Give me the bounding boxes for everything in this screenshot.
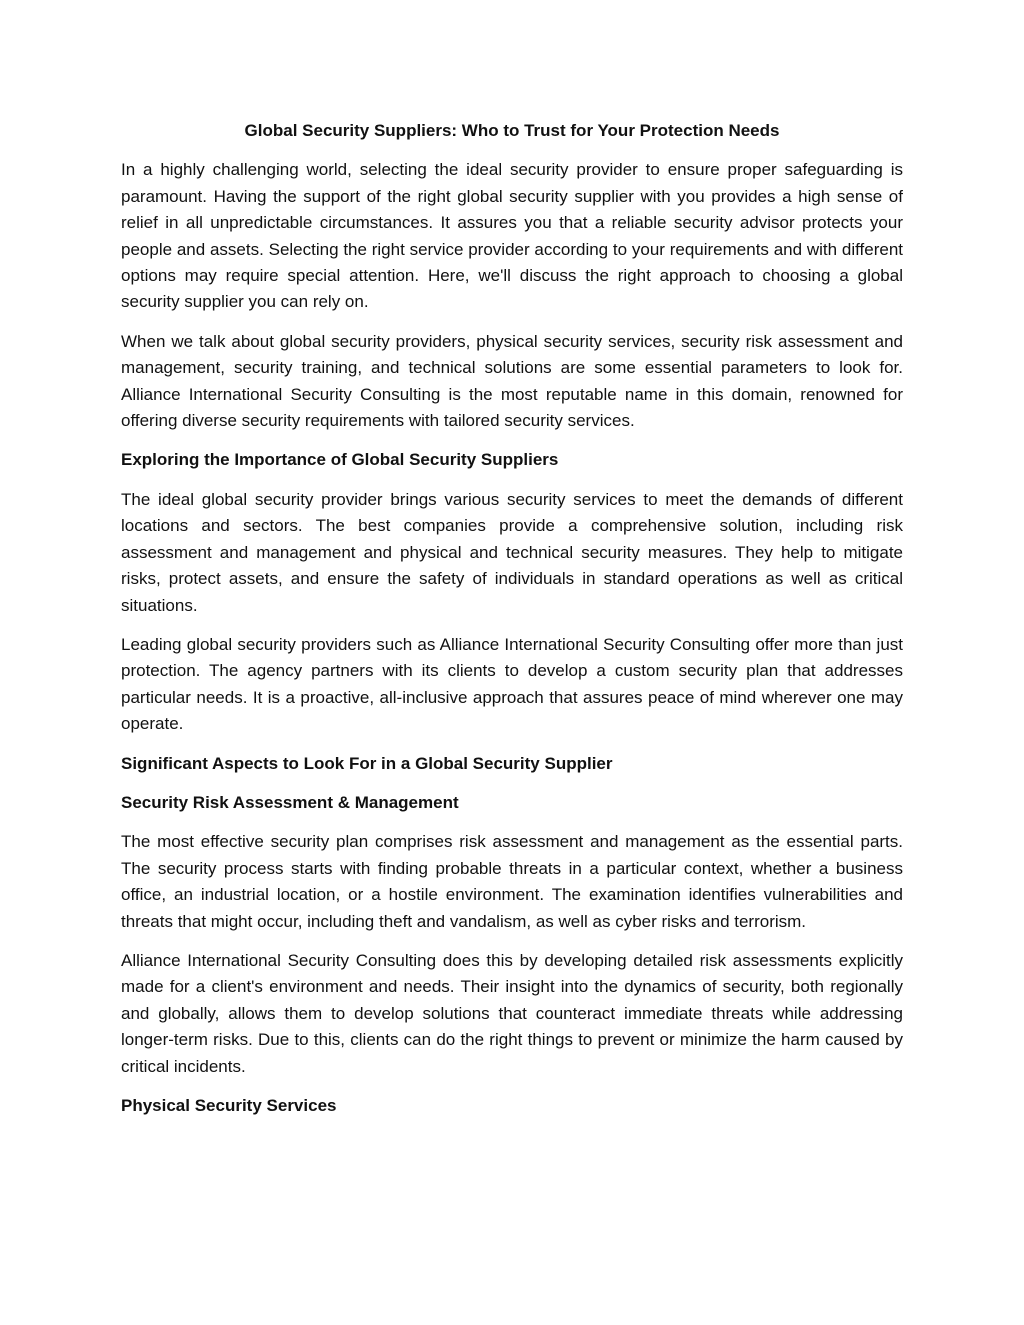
- paragraph-intro: In a highly challenging world, selecting the ideal security provider to ensure proper safeguarding is paramount. Having the support of the right global security supplier with you provides a high sense of relief in all unpredictable circumstances. It assures you that a reliable security advisor protects your people and assets. Selecting the right service provider according to your requirements and with different options may require special attention. Here, we'll discuss the right approach to choosing a global security supplier you can rely on.: [121, 160, 903, 312]
- heading-aspects: Significant Aspects to Look For in a Global Security Supplier: [121, 753, 613, 773]
- paragraph-parameters: When we talk about global security providers, physical security services, security risk assessment and management, security training, and technical solutions are some essential parameters to look for. Alliance International Security Consulting is the most reputable name in this domain, renowned for offering diverse security requirements with tailored security services.: [121, 331, 903, 431]
- document-title: Global Security Suppliers: Who to Trust for Your Protection Needs: [244, 121, 780, 140]
- paragraph-importance-1: The ideal global security provider brings various security services to meet the demands of different locations and sectors. The best companies provide a comprehensive solution, including risk assessment and management and physical and technical security measures. They help to mitigate risks, protect assets, and ensure the safety of individuals in standard operations as well as critical situations.: [121, 489, 903, 615]
- heading-importance: Exploring the Importance of Global Security Suppliers: [121, 450, 559, 470]
- heading-physical: Physical Security Services: [121, 1096, 337, 1115]
- paragraph-importance-2: Leading global security providers such as Alliance International Security Consulting offer more than just protection. The agency partners with its clients to develop a custom security plan that addresses particular needs. It is a proactive, all-inclusive approach that assures peace of mind wherever one may operate.: [121, 634, 903, 734]
- paragraph-risk-1: The most effective security plan comprises risk assessment and management as the essential parts. The security process starts with finding probable threats in a particular context, whether a business office, an industrial location, or a hostile environment. The examination identifies vulnerabilities and threats that might occur, including theft and vandalism, as well as cyber risks and terrorism.: [121, 832, 903, 931]
- paragraph-risk-2: Alliance International Security Consulting does this by developing detailed risk assessments explicitly made for a client's environment and needs. Their insight into the dynamics of security, both regionally and globally, allows them to develop solutions that counteract immediate threats while addressing longer-term risks. Due to this, clients can do the right things to prevent or minimize the harm caused by critical incidents.: [121, 950, 903, 1076]
- heading-risk: Security Risk Assessment & Management: [121, 792, 459, 812]
- document-page: [121, 118, 903, 1132]
